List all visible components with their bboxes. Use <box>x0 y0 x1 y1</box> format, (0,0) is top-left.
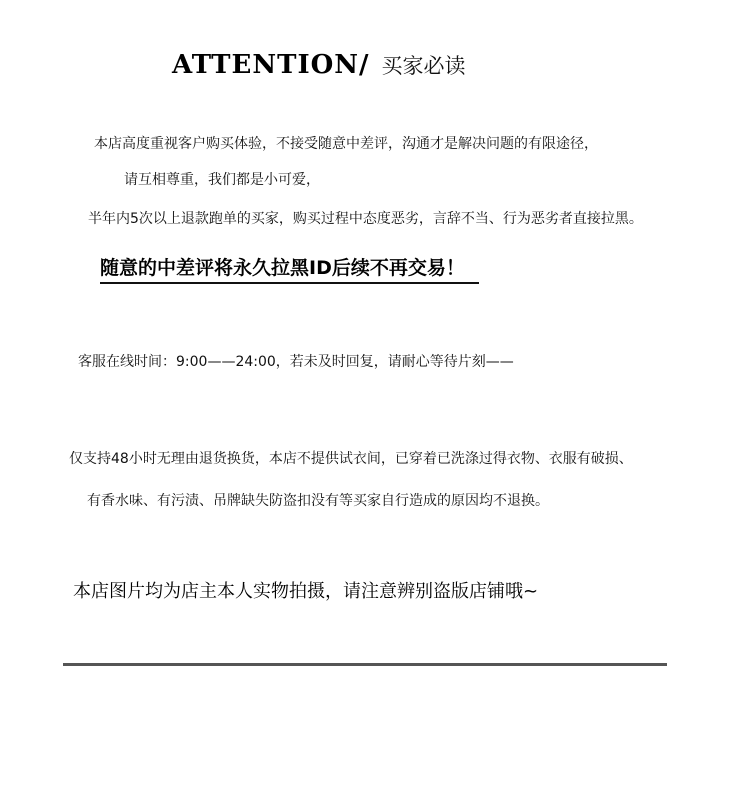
return-policy-line-1: 仅支持48小时无理由退货换货，本店不提供试衣间，已穿着已洗涤过得衣物、衣服有破损、 <box>69 451 633 467</box>
bottom-divider <box>63 663 667 666</box>
blacklist-warning: 随意的中差评将永久拉黑ID后续不再交易！ <box>100 253 479 284</box>
review-policy-line-3: 半年内5次以上退款跑单的买家，购买过程中态度恶劣，言辞不当、行为恶劣者直接拉黑。 <box>88 211 643 227</box>
review-policy-line-2: 请互相尊重，我们都是小可爱， <box>124 172 320 188</box>
title-english: ATTENTION/ <box>172 50 370 80</box>
photo-authenticity-note: 本店图片均为店主本人实物拍摄，请注意辨别盗版店铺哦~ <box>73 581 539 602</box>
notice-title <box>172 50 466 80</box>
review-policy-line-1: 本店高度重视客户购买体验，不接受随意中差评，沟通才是解决问题的有限途径， <box>94 136 598 152</box>
return-policy-line-2: 有香水味、有污渍、吊牌缺失防盗扣没有等买家自行造成的原因均不退换。 <box>87 493 549 509</box>
service-hours: 客服在线时间：9:00——24:00，若未及时回复，请耐心等待片刻—— <box>78 354 514 370</box>
title-chinese: 买家必读 <box>381 54 466 78</box>
